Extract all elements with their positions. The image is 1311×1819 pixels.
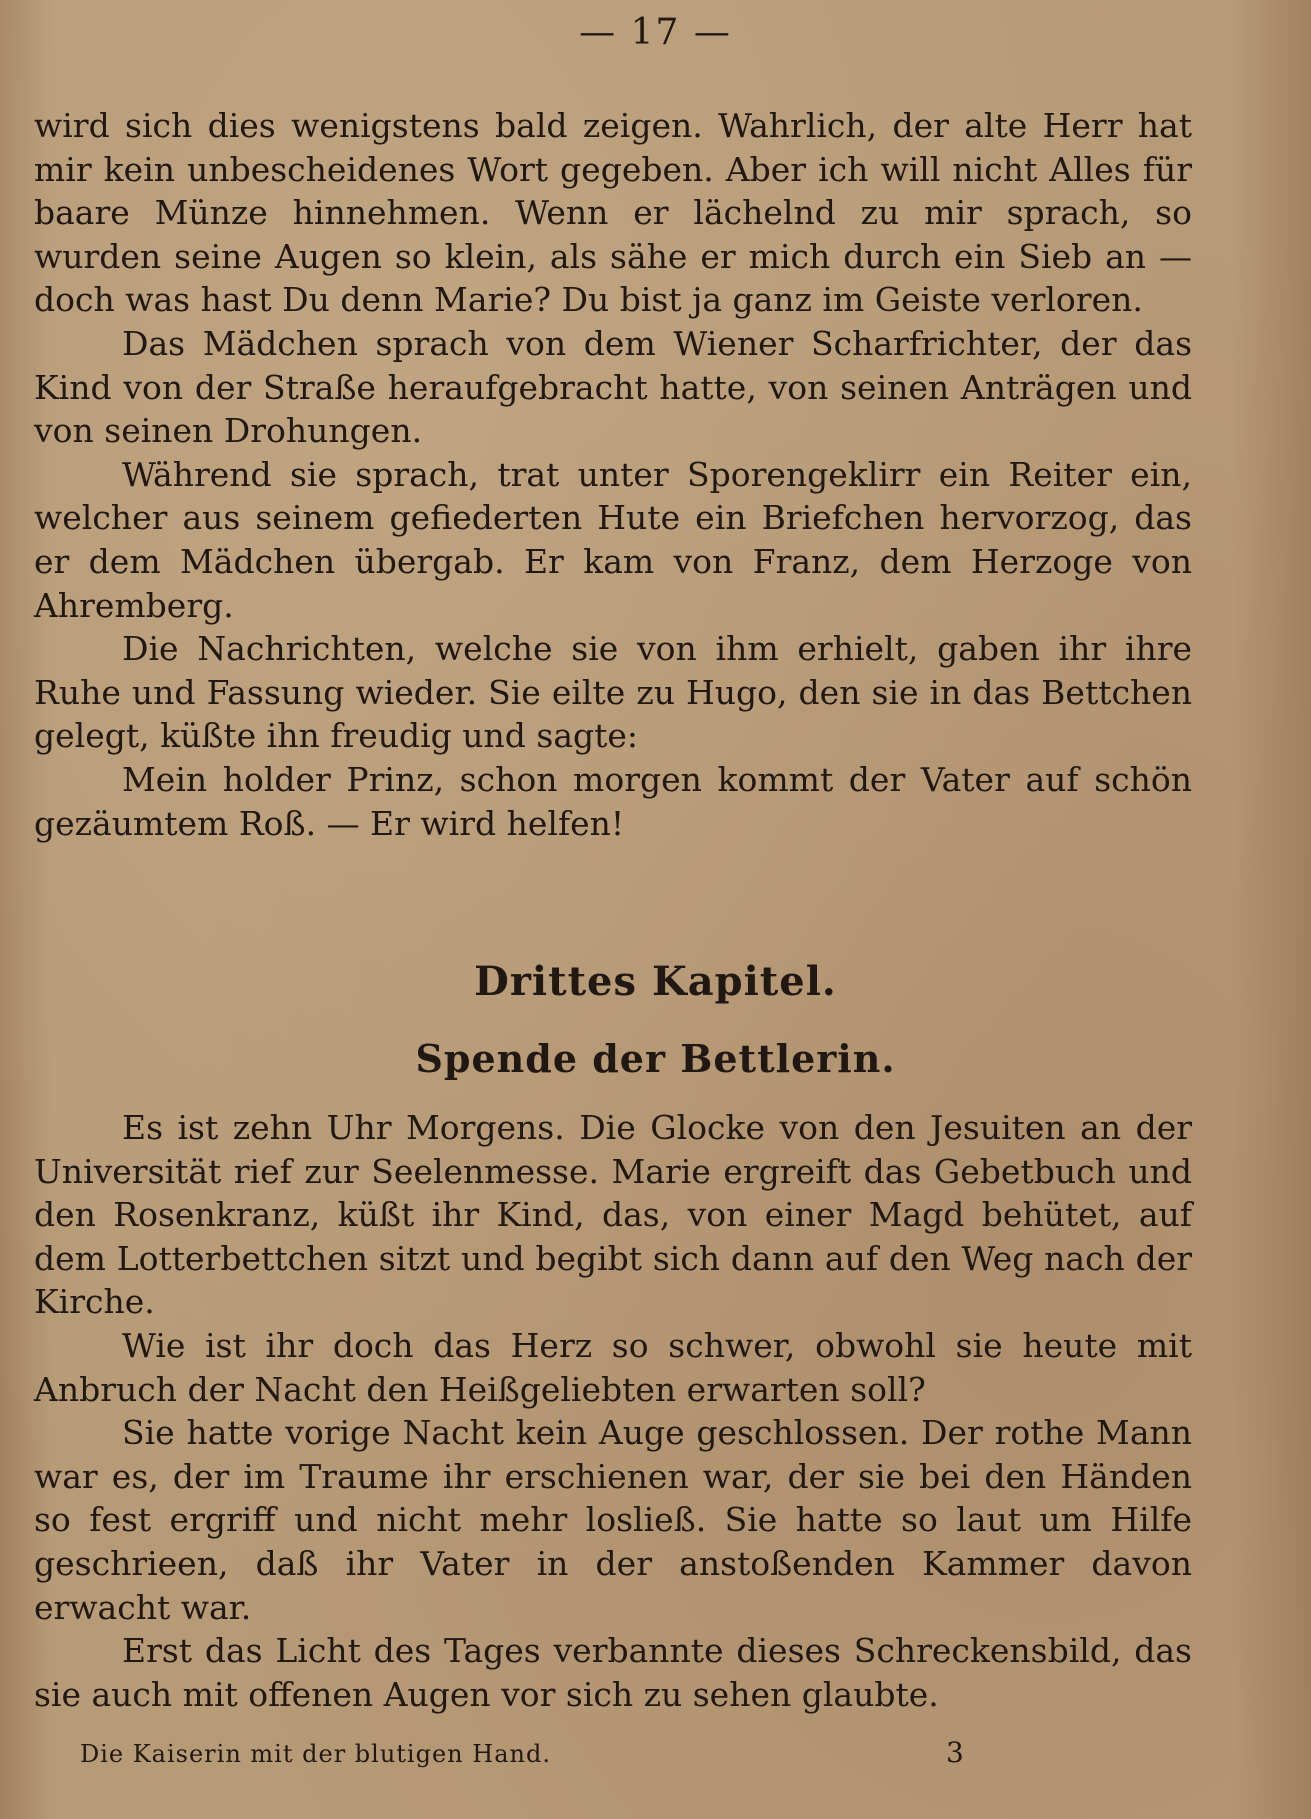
paragraph: Sie hatte vorige Nacht kein Auge geschlossen. Der rothe Mann war es, der im Traume ihr erschienen war, der sie bei den Händen so fest ergriff und nicht mehr losließ. Sie hatte so laut um Hilfe geschrieen, daß ihr Vater in der anstoßenden Kammer davon erwacht war. [34,1413,1192,1627]
paragraph: wird sich dies wenigstens bald zeigen. Wahrlich, der alte Herr hat mir kein unbescheidenes Wort gegeben. Aber ich will nicht Alles für baare Münze hinnehmen. Wenn er lächelnd zu mir sprach, so wurden seine Augen so klein, als sähe er mich durch ein Sieb an — doch was hast Du denn Marie? Du bist ja ganz im Geiste verloren. [34,106,1192,320]
chapter-title: Drittes Kapitel. [474,958,837,1005]
paragraph: Mein holder Prinz, schon morgen kommt der Vater auf schön gezäumtem Roß. — Er wird helfen! [34,759,1192,843]
page-number: — 17 — [579,12,732,53]
chapter-subtitle: Spende der Bettlerin. [415,1036,896,1081]
paragraph: Erst das Licht des Tages verbannte dieses Schreckensbild, das sie auch mit offenen Augen vor sich zu sehen glaubte. [34,1631,1192,1714]
footer-book-title: Die Kaiserin mit der blutigen Hand. [80,1740,551,1768]
paragraph: Das Mädchen sprach von dem Wiener Scharfrichter, der das Kind von der Straße heraufgebracht hatte, von seinen Anträgen und von seinen Drohungen. [34,323,1192,451]
paragraph: Wie ist ihr doch das Herz so schwer, obwohl sie heute mit Anbruch der Nacht den Heißgeliebten erwarten soll? [34,1325,1192,1409]
text-section-one [34,104,1192,845]
paragraph: Es ist zehn Uhr Morgens. Die Glocke von den Jesuiten an der Universität rief zur Seelenmesse. Marie ergreift das Gebetbuch und den Rosenkranz, küßt ihr Kind, das, von einer Magd behütet, auf dem Lotterbettchen sitzt und begibt sich dann auf den Weg nach der Kirche. [34,1108,1192,1322]
text-section-two [34,1106,1192,1716]
footer-signature: 3 [946,1736,964,1769]
paragraph: Während sie sprach, trat unter Sporengeklirr ein Reiter ein, welcher aus seinem gefiederten Hute ein Briefchen hervorzog, das er dem Mädchen übergab. Er kam von Franz, dem Herzoge von Ahremberg. [34,454,1192,625]
paragraph: Die Nachrichten, welche sie von ihm erhielt, gaben ihr ihre Ruhe und Fassung wieder. Sie eilte zu Hugo, den sie in das Bettchen gelegt, küßte ihn freudig und sagte: [34,629,1192,756]
